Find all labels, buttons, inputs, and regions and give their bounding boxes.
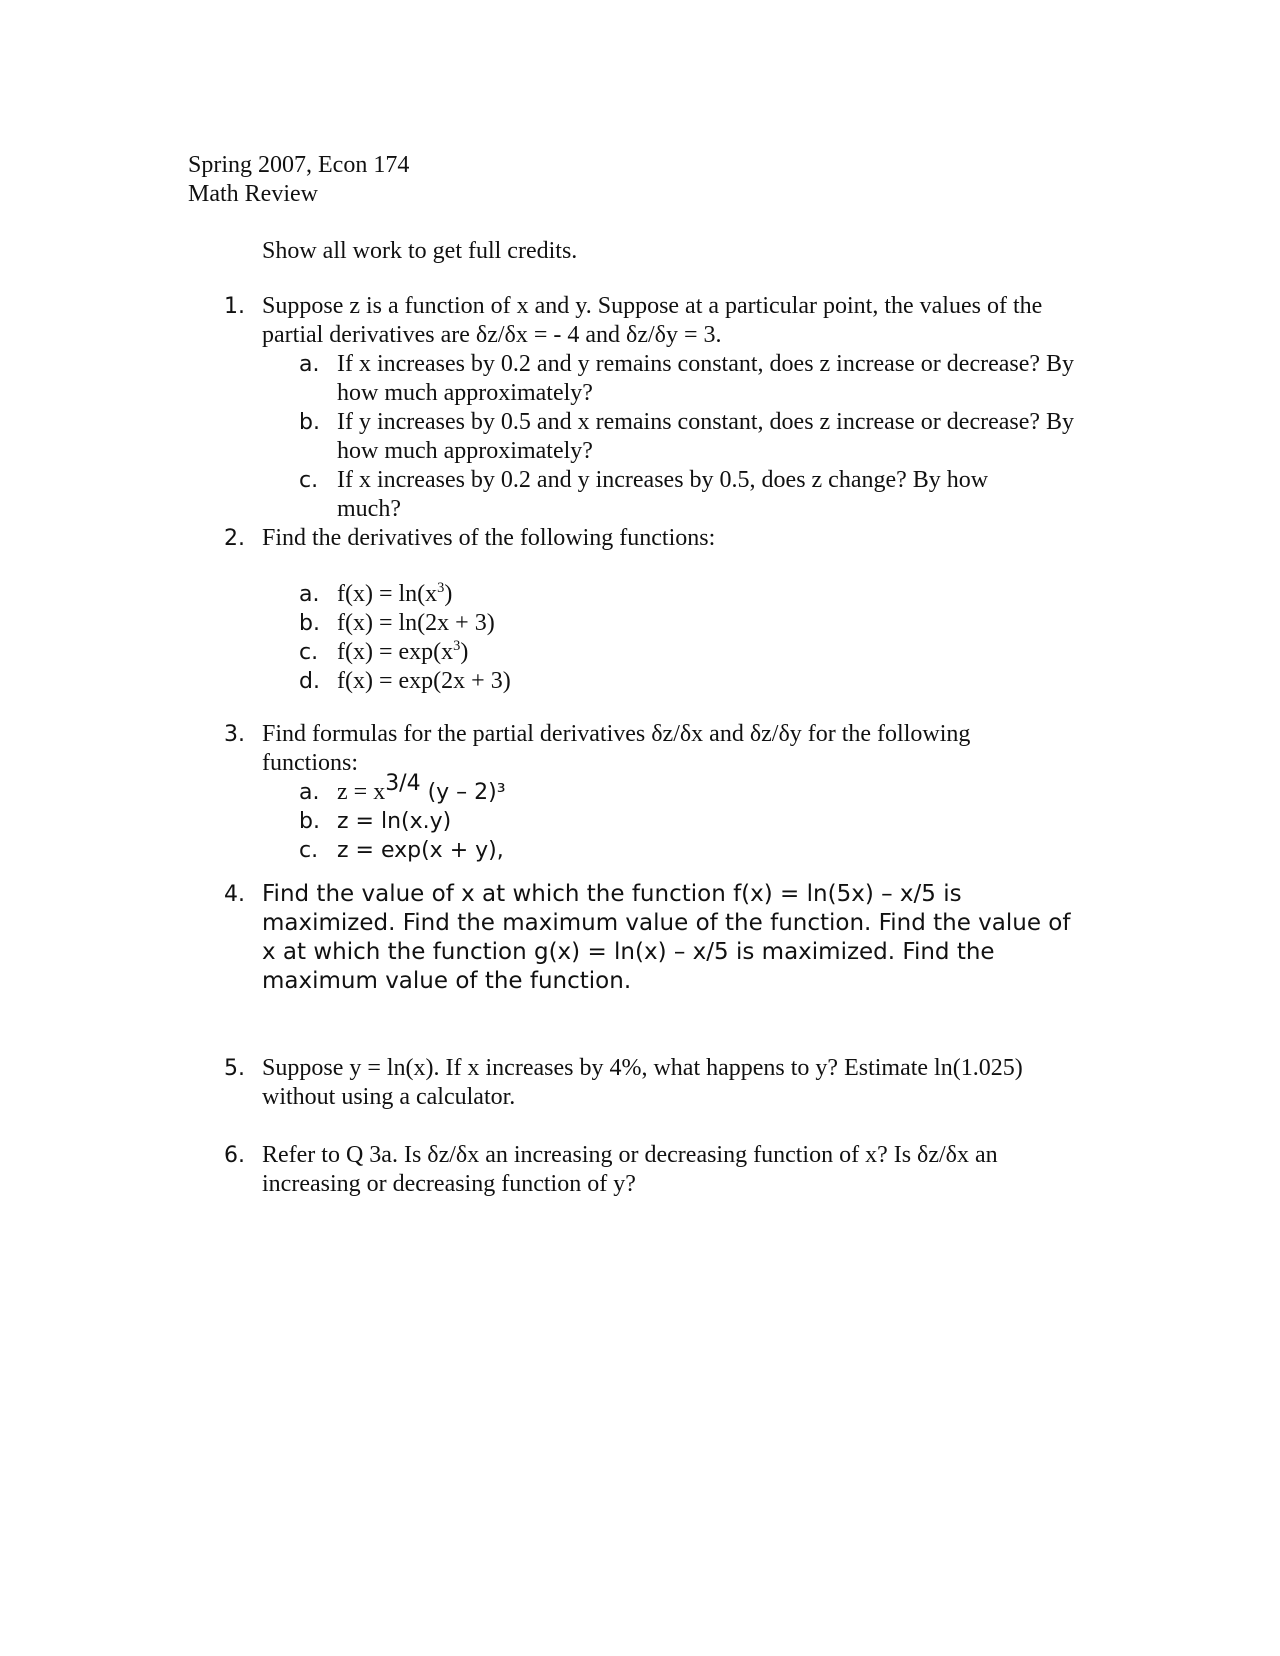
question-2-subpart-a: [299, 580, 1104, 609]
question-3-subparts: [299, 771, 1104, 865]
expression-prefix: f(x) = exp(x: [337, 639, 454, 665]
document-header: [188, 151, 888, 209]
question-4-text: Find the value of x at which the function f(x) = ln(5x) – x/5 is maximized. Find the maximum value of the function. Find the value of x at which the function g(x) = ln(x) – x/5 is maximized. Find the maximum value of the function.: [262, 881, 1071, 994]
subpart-letter: c.: [299, 838, 319, 863]
function-expression: z = ln(x.y): [337, 809, 452, 834]
question-2-subparts: [299, 580, 1104, 696]
question-2-number: 2.: [224, 526, 245, 551]
question-2-subpart-b: [299, 609, 1104, 638]
question-6: [224, 1141, 1104, 1199]
expression-prefix: z = x: [337, 779, 386, 805]
question-3: [224, 720, 1104, 865]
course-label: Spring 2007, Econ 174: [188, 152, 410, 178]
question-3-subpart-b: [299, 807, 1104, 836]
question-5-number: 5.: [224, 1056, 245, 1081]
question-1: [224, 292, 1104, 524]
question-1-number: 1.: [224, 294, 245, 319]
subpart-letter: a.: [299, 352, 320, 377]
question-4: [224, 880, 1104, 996]
expression-suffix: ): [444, 581, 453, 607]
expression-prefix: f(x) = ln(x: [337, 581, 438, 607]
question-2-subpart-c: [299, 638, 1104, 667]
function-expression: z = exp(x + y),: [337, 838, 504, 863]
subpart-letter: d.: [299, 669, 320, 694]
subpart-letter: b.: [299, 611, 320, 636]
function-expression: [337, 771, 1082, 807]
question-5: [224, 1054, 1104, 1112]
subpart-text: If x increases by 0.2 and y increases by 0.5, does z change? By how much?: [337, 467, 989, 522]
subpart-letter: a.: [299, 582, 320, 607]
question-1-subpart-b: [299, 408, 1104, 466]
question-3-number: 3.: [224, 722, 245, 747]
exponent: 3: [453, 638, 461, 654]
subpart-letter: b.: [299, 809, 320, 834]
subpart-text: If y increases by 0.5 and x remains constant, does z increase or decrease? By how much approximately?: [337, 409, 1075, 464]
question-1-subparts: [299, 350, 1104, 524]
question-2: [224, 524, 1104, 696]
question-6-text: Refer to Q 3a. Is δz/δx an increasing or decreasing function of x? Is δz/δx an increasing or decreasing function of y?: [262, 1142, 998, 1197]
subpart-letter: a.: [299, 780, 320, 805]
function-expression: f(x) = ln(2x + 3): [337, 610, 495, 636]
question-1-subpart-a: [299, 350, 1104, 408]
document-title: Math Review: [188, 181, 318, 207]
question-5-text: Suppose y = ln(x). If x increases by 4%, what happens to y? Estimate ln(1.025) without using a calculator.: [262, 1055, 1023, 1110]
function-expression: f(x) = exp(2x + 3): [337, 668, 511, 694]
exponent: 3/4: [385, 771, 421, 796]
subpart-letter: c.: [299, 640, 319, 665]
question-1-subpart-c: [299, 466, 1104, 524]
function-expression: [337, 638, 1082, 667]
subpart-letter: c.: [299, 468, 319, 493]
question-4-number: 4.: [224, 882, 245, 907]
question-6-number: 6.: [224, 1143, 245, 1168]
question-3-subpart-a: [299, 771, 1104, 807]
function-expression: [337, 580, 1082, 609]
question-3-text: Find formulas for the partial derivatives δz/δx and δz/δy for the following functions:: [262, 721, 971, 776]
subpart-letter: b.: [299, 410, 320, 435]
subpart-text: If x increases by 0.2 and y remains constant, does z increase or decrease? By how much approximately?: [337, 351, 1075, 406]
expression-suffix: ): [460, 639, 469, 665]
exponent: 3: [437, 580, 445, 596]
question-2-text: Find the derivatives of the following functions:: [262, 525, 716, 551]
question-1-text: Suppose z is a function of x and y. Suppose at a particular point, the values of the partial derivatives are δz/δx = - 4 and δz/δy = 3.: [262, 293, 1043, 348]
expression-suffix: (y – 2)³: [420, 780, 506, 805]
question-3-subpart-c: [299, 836, 1104, 865]
instructions-text: Show all work to get full credits.: [262, 238, 578, 264]
question-2-subpart-d: [299, 667, 1104, 696]
